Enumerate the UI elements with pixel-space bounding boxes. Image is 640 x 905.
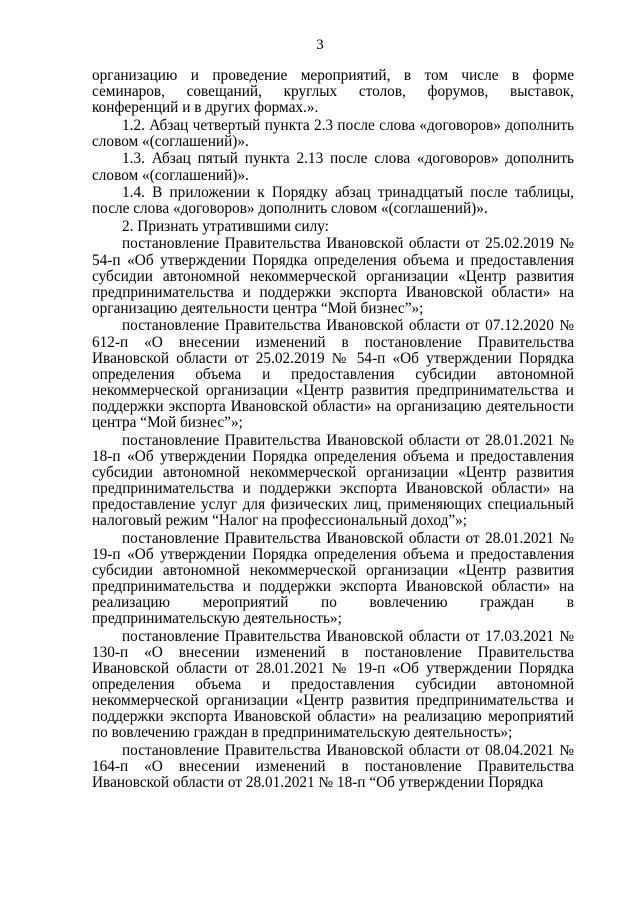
paragraph-resolution-18-p: постановление Правительства Ивановской области от 28.01.2021 № 18-п «Об утверждении Порядка определения объема и предоставления субсидии автономной некоммерческой организации «Центр развития предпринимательства и поддержки экспорта Ивановской области» на предоставление услуг для физических лиц, применяющих специальный налоговый режим “Налог на профессиональный доход”»; <box>92 431 574 530</box>
paragraph-resolution-612-p: постановление Правительства Ивановской области от 07.12.2020 № 612-п «О внесении изменений в постановление Правительства Ивановской области от 25.02.2019 № 54-п «Об утверждении Порядка определения объема и предоставления субсидии автономной некоммерческой организации «Центр развития предпринимательства и поддержки экспорта Ивановской области» на организацию деятельности центра “Мой бизнес”»; <box>92 317 574 431</box>
paragraph-resolution-130-p: постановление Правительства Ивановской области от 17.03.2021 № 130-п «О внесении изменений в постановление Правительства Ивановской области от 28.01.2021 № 19-п «Об утверждении Порядка определения объема и предоставления субсидии автономной некоммерческой организации «Центр развития предпринимательства и поддержки экспорта Ивановской области» на реализацию мероприятий по вовлечению граждан в предпринимательскую деятельность»; <box>92 627 574 742</box>
paragraph-resolution-19-p: постановление Правительства Ивановской области от 28.01.2021 № 19-п «Об утверждении Порядка определения объема и предоставления субсидии автономной некоммерческой организации «Центр развития предпринимательства и поддержки экспорта Ивановской области» на реализацию мероприятий по вовлечению граждан в предпринимательскую деятельность»; <box>92 529 574 628</box>
paragraph-resolution-54-p: постановление Правительства Ивановской области от 25.02.2019 № 54-п «Об утверждении Порядка определения объема и предоставления субсидии автономной некоммерческой организации «Центр развития предпринимательства и поддержки экспорта Ивановской области» на организацию деятельности центра “Мой бизнес”»; <box>92 235 574 317</box>
paragraph-resolution-164-p: постановление Правительства Ивановской области от 08.04.2021 № 164-п «О внесении изменений в постановление Правительства Ивановской области от 28.01.2021 № 18-п “Об утверждении Порядка <box>92 741 574 792</box>
paragraph-item-1-4: 1.4. В приложении к Порядку абзац тринадцатый после таблицы, после слова «договоров» дополнить словом «(соглашений)». <box>92 184 574 218</box>
paragraph-item-1-2: 1.2. Абзац четвертый пункта 2.3 после слова «договоров» дополнить словом «(соглашений)». <box>92 116 574 150</box>
paragraph-item-1-3: 1.3. Абзац пятый пункта 2.13 после слова «договоров» дополнить словом «(соглашений)». <box>92 150 574 184</box>
paragraph-item-2: 2. Признать утратившими силу: <box>122 217 329 235</box>
paragraph-continuation: организацию и проведение мероприятий, в том числе в форме семинаров, совещаний, круглых столов, форумов, выставок, конференций и в других формах.». <box>92 67 574 117</box>
document-body <box>92 68 574 793</box>
page-number: 3 <box>316 37 324 53</box>
